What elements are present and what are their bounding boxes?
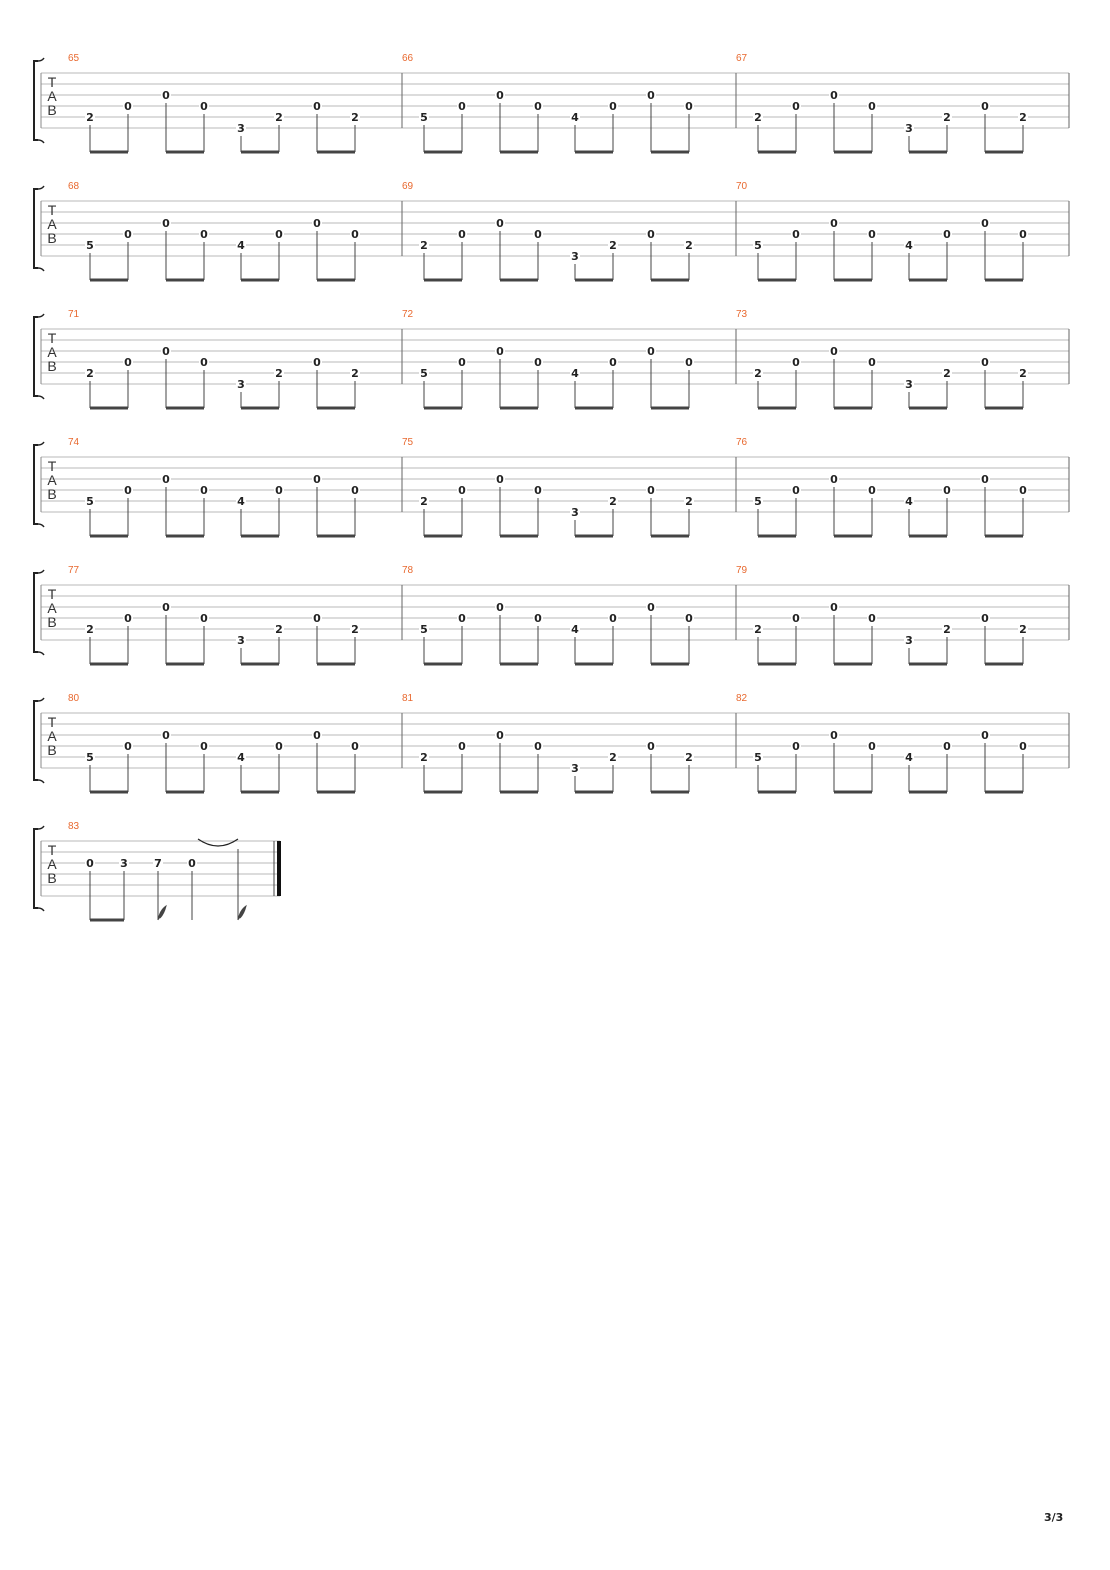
eighth-flag (158, 906, 166, 920)
fret-number: 2 (754, 367, 762, 380)
fret-number: 0 (609, 100, 617, 113)
fret-number: 0 (496, 217, 504, 230)
fret-number: 0 (313, 356, 321, 369)
fret-number: 0 (86, 857, 94, 870)
fret-number: 0 (1019, 740, 1027, 753)
fret-number: 0 (792, 356, 800, 369)
fret-number: 2 (351, 111, 359, 124)
fret-number: 2 (351, 367, 359, 380)
fret-number: 0 (200, 484, 208, 497)
fret-number: 0 (313, 729, 321, 742)
measure-number: 71 (68, 309, 80, 320)
fret-number: 2 (685, 751, 693, 764)
fret-number: 3 (237, 634, 245, 647)
fret-number: 2 (275, 623, 283, 636)
fret-number: 2 (86, 111, 94, 124)
tab-clef-letter: B (47, 102, 57, 118)
tab-clef-letter: A (47, 472, 57, 488)
fret-number: 0 (868, 356, 876, 369)
fret-number: 0 (275, 484, 283, 497)
measure-number: 78 (402, 565, 414, 576)
fret-number: 3 (237, 378, 245, 391)
fret-number: 0 (313, 100, 321, 113)
fret-number: 5 (754, 751, 762, 764)
fret-number: 0 (124, 484, 132, 497)
fret-number: 0 (647, 740, 655, 753)
measure-number: 74 (68, 437, 80, 448)
fret-number: 0 (124, 356, 132, 369)
fret-number: 2 (685, 239, 693, 252)
fret-number: 4 (905, 495, 913, 508)
fret-number: 3 (237, 122, 245, 135)
fret-number: 0 (351, 484, 359, 497)
fret-number: 4 (237, 495, 245, 508)
fret-number: 4 (237, 239, 245, 252)
fret-number: 4 (905, 239, 913, 252)
fret-number: 0 (351, 228, 359, 241)
fret-number: 0 (351, 740, 359, 753)
fret-number: 0 (458, 484, 466, 497)
fret-number: 0 (496, 601, 504, 614)
fret-number: 0 (496, 729, 504, 742)
measure-number: 77 (68, 565, 80, 576)
fret-number: 0 (534, 356, 542, 369)
system-bracket (34, 317, 38, 396)
fret-number: 0 (685, 356, 693, 369)
measure-number: 83 (68, 821, 80, 832)
fret-number: 0 (124, 228, 132, 241)
fret-number: 2 (943, 111, 951, 124)
fret-number: 0 (275, 740, 283, 753)
fret-number: 0 (868, 100, 876, 113)
tab-clef-letter: T (47, 458, 57, 474)
fret-number: 2 (351, 623, 359, 636)
system-bracket (34, 189, 38, 268)
fret-number: 2 (86, 623, 94, 636)
fret-number: 0 (830, 217, 838, 230)
fret-number: 0 (792, 740, 800, 753)
fret-number: 0 (647, 484, 655, 497)
fret-number: 0 (981, 729, 989, 742)
fret-number: 0 (534, 740, 542, 753)
fret-number: 0 (313, 473, 321, 486)
tab-clef-letter: A (47, 344, 57, 360)
fret-number: 2 (943, 623, 951, 636)
tab-clef-letter: B (47, 614, 57, 630)
fret-number: 5 (86, 495, 94, 508)
fret-number: 0 (124, 100, 132, 113)
fret-number: 0 (981, 356, 989, 369)
fret-number: 0 (830, 729, 838, 742)
fret-number: 2 (685, 495, 693, 508)
fret-number: 0 (647, 89, 655, 102)
fret-number: 0 (792, 612, 800, 625)
measure-number: 80 (68, 693, 80, 704)
fret-number: 2 (1019, 367, 1027, 380)
tab-clef-letter: T (47, 586, 57, 602)
tab-clef-letter: T (47, 74, 57, 90)
system-bracket (34, 573, 38, 652)
fret-number: 2 (420, 239, 428, 252)
fret-number: 0 (458, 100, 466, 113)
fret-number: 0 (458, 612, 466, 625)
fret-number: 0 (162, 473, 170, 486)
system-bracket (34, 61, 38, 140)
fret-number: 0 (200, 228, 208, 241)
fret-number: 0 (534, 612, 542, 625)
measure-number: 65 (68, 53, 80, 64)
tab-clef-letter: T (47, 330, 57, 346)
fret-number: 0 (685, 612, 693, 625)
fret-number: 0 (162, 729, 170, 742)
fret-number: 4 (571, 111, 579, 124)
tab-clef-letter: T (47, 842, 57, 858)
fret-number: 0 (200, 356, 208, 369)
fret-number: 0 (313, 217, 321, 230)
fret-number: 2 (609, 239, 617, 252)
fret-number: 0 (830, 601, 838, 614)
fret-number: 0 (792, 100, 800, 113)
tab-clef-letter: A (47, 88, 57, 104)
tab-clef-letter: A (47, 600, 57, 616)
fret-number: 2 (420, 751, 428, 764)
tab-clef-letter: T (47, 202, 57, 218)
system-bracket (34, 829, 38, 908)
measure-number: 76 (736, 437, 748, 448)
fret-number: 0 (943, 484, 951, 497)
fret-number: 4 (571, 623, 579, 636)
fret-number: 4 (571, 367, 579, 380)
fret-number: 0 (496, 345, 504, 358)
fret-number: 0 (868, 228, 876, 241)
fret-number: 0 (981, 100, 989, 113)
eighth-flag (238, 906, 246, 920)
fret-number: 0 (188, 857, 196, 870)
tie-arc (198, 839, 238, 846)
measure-number: 73 (736, 309, 748, 320)
fret-number: 2 (1019, 623, 1027, 636)
fret-number: 2 (754, 111, 762, 124)
fret-number: 0 (792, 228, 800, 241)
fret-number: 0 (534, 100, 542, 113)
fret-number: 0 (647, 345, 655, 358)
fret-number: 0 (943, 740, 951, 753)
measure-number: 69 (402, 181, 414, 192)
fret-number: 5 (420, 623, 428, 636)
tab-clef-letter: B (47, 358, 57, 374)
fret-number: 2 (275, 367, 283, 380)
fret-number: 0 (313, 612, 321, 625)
tab-clef-letter: A (47, 856, 57, 872)
measure-number: 72 (402, 309, 414, 320)
measure-number: 82 (736, 693, 748, 704)
fret-number: 0 (981, 473, 989, 486)
fret-number: 7 (154, 857, 162, 870)
tab-clef-letter: B (47, 486, 57, 502)
fret-number: 0 (162, 601, 170, 614)
fret-number: 2 (1019, 111, 1027, 124)
fret-number: 2 (420, 495, 428, 508)
measure-number: 81 (402, 693, 414, 704)
fret-number: 0 (981, 217, 989, 230)
fret-number: 3 (571, 250, 579, 263)
fret-number: 0 (868, 612, 876, 625)
fret-number: 2 (943, 367, 951, 380)
fret-number: 3 (120, 857, 128, 870)
fret-number: 0 (162, 217, 170, 230)
fret-number: 0 (200, 740, 208, 753)
fret-number: 0 (609, 612, 617, 625)
fret-number: 0 (124, 740, 132, 753)
fret-number: 0 (162, 345, 170, 358)
tab-clef-letter: A (47, 728, 57, 744)
fret-number: 0 (275, 228, 283, 241)
tab-clef-letter: B (47, 230, 57, 246)
fret-number: 0 (534, 484, 542, 497)
fret-number: 5 (754, 495, 762, 508)
system-bracket (34, 701, 38, 780)
tab-clef-letter: B (47, 870, 57, 886)
fret-number: 3 (571, 762, 579, 775)
fret-number: 0 (685, 100, 693, 113)
fret-number: 4 (905, 751, 913, 764)
fret-number: 3 (571, 506, 579, 519)
fret-number: 2 (609, 751, 617, 764)
tab-clef-letter: T (47, 714, 57, 730)
fret-number: 0 (124, 612, 132, 625)
fret-number: 0 (1019, 228, 1027, 241)
fret-number: 3 (905, 122, 913, 135)
fret-number: 0 (868, 740, 876, 753)
tab-clef-letter: B (47, 742, 57, 758)
fret-number: 2 (86, 367, 94, 380)
measure-number: 67 (736, 53, 748, 64)
fret-number: 0 (868, 484, 876, 497)
measure-number: 66 (402, 53, 414, 64)
fret-number: 3 (905, 634, 913, 647)
fret-number: 5 (420, 111, 428, 124)
fret-number: 0 (792, 484, 800, 497)
fret-number: 5 (86, 239, 94, 252)
fret-number: 0 (647, 601, 655, 614)
fret-number: 0 (830, 473, 838, 486)
fret-number: 0 (830, 89, 838, 102)
fret-number: 0 (1019, 484, 1027, 497)
measure-number: 68 (68, 181, 80, 192)
fret-number: 0 (200, 100, 208, 113)
fret-number: 5 (420, 367, 428, 380)
fret-number: 0 (200, 612, 208, 625)
tab-clef-letter: A (47, 216, 57, 232)
fret-number: 4 (237, 751, 245, 764)
fret-number: 0 (943, 228, 951, 241)
fret-number: 2 (275, 111, 283, 124)
fret-number: 0 (458, 740, 466, 753)
measure-number: 75 (402, 437, 414, 448)
fret-number: 3 (905, 378, 913, 391)
fret-number: 5 (754, 239, 762, 252)
fret-number: 0 (830, 345, 838, 358)
fret-number: 0 (609, 356, 617, 369)
fret-number: 0 (534, 228, 542, 241)
fret-number: 5 (86, 751, 94, 764)
measure-number: 70 (736, 181, 748, 192)
fret-number: 0 (647, 228, 655, 241)
page-number: 3/3 (1044, 1511, 1064, 1524)
fret-number: 0 (496, 473, 504, 486)
fret-number: 2 (754, 623, 762, 636)
fret-number: 0 (496, 89, 504, 102)
fret-number: 0 (458, 228, 466, 241)
fret-number: 2 (609, 495, 617, 508)
fret-number: 0 (458, 356, 466, 369)
system-bracket (34, 445, 38, 524)
measure-number: 79 (736, 565, 748, 576)
fret-number: 0 (981, 612, 989, 625)
fret-number: 0 (162, 89, 170, 102)
